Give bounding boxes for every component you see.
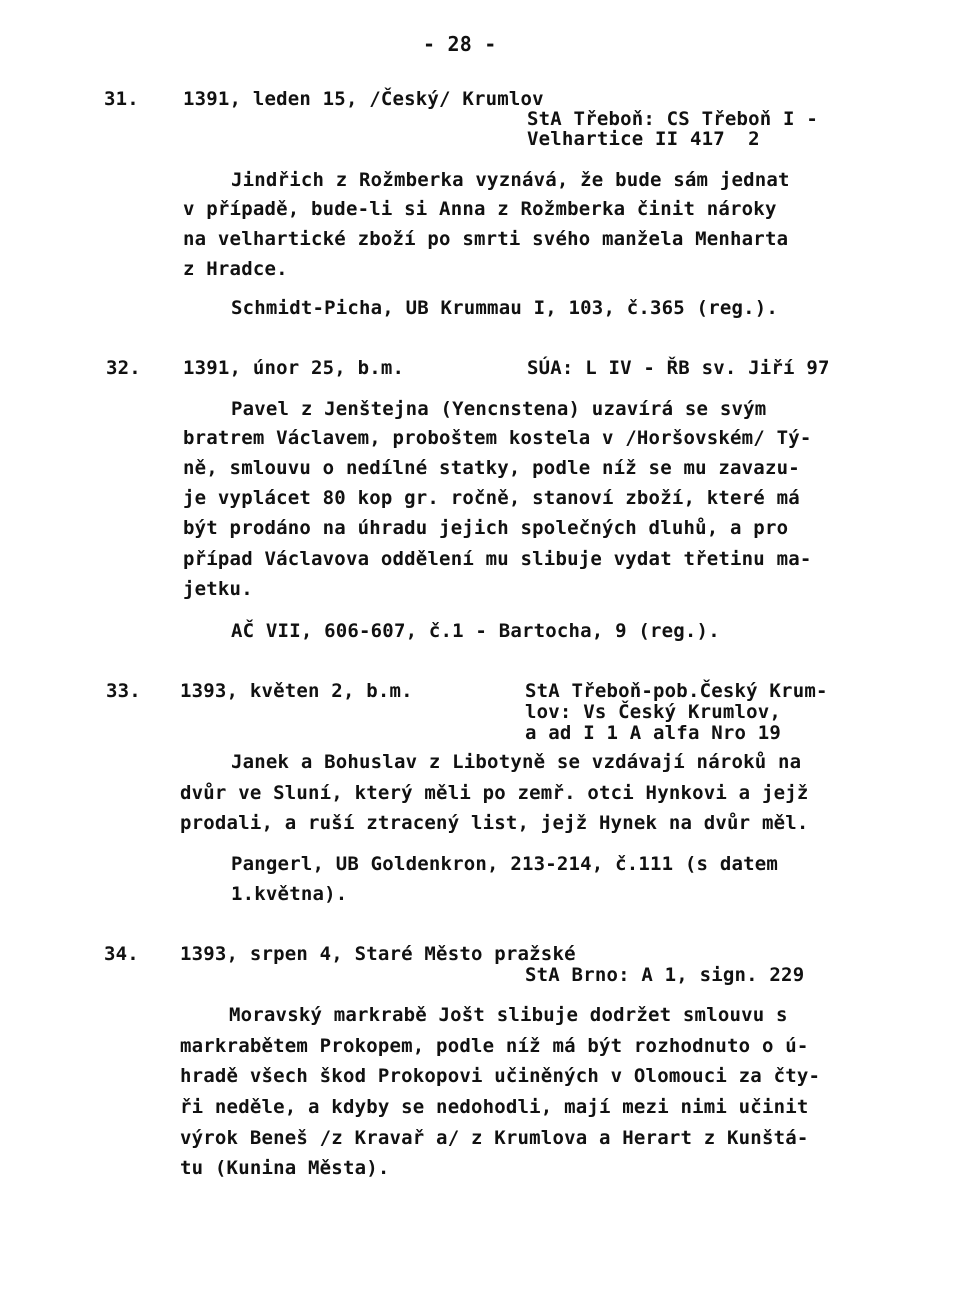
abstract-line: Pavel z Jenštejna (Yencnstena) uzavírá se svým (231, 398, 767, 420)
entry-number: 33. (106, 680, 141, 702)
entry-number: 32. (106, 357, 141, 379)
literature-reference: AČ VII, 606-607, č.1 - Bartocha, 9 (reg.). (231, 620, 720, 642)
abstract-line: hradě všech škod Prokopovi učiněných v Olomouci za čty- (180, 1065, 821, 1087)
entry-number: 34. (104, 943, 139, 965)
abstract-line: být prodáno na úhradu jejich společných dluhů, a pro (183, 517, 789, 539)
entry-date-place: 1391, únor 25, b.m. (183, 357, 405, 379)
literature-reference: Schmidt-Picha, UB Krummau I, 103, č.365 (reg.). (231, 297, 779, 319)
abstract-line: z Hradce. (183, 258, 288, 280)
entry-date-place: 1393, květen 2, b.m. (180, 680, 413, 702)
abstract-line: je vyplácet 80 kop gr. ročně, stanoví zboží, které má (183, 487, 800, 509)
entry-date-place: 1393, srpen 4, Staré Město pražské (180, 943, 576, 965)
archive-signature-line: a ad I 1 A alfa Nro 19 (525, 722, 782, 744)
abstract-line: bratrem Václavem, proboštem kostela v /Horšovském/ Tý- (183, 427, 812, 449)
abstract-line: ně, smlouvu o nedílné statky, podle níž se mu zavazu- (183, 457, 800, 479)
archive-signature-line: SÚA: L IV - ŘB sv. Jiří 97 (527, 357, 830, 379)
abstract-line: Janek a Bohuslav z Libotyně se vzdávají nároků na (231, 751, 802, 773)
archive-signature-line: Velhartice II 417 2 (527, 128, 760, 150)
literature-reference: Pangerl, UB Goldenkron, 213-214, č.111 (s datem (231, 853, 779, 875)
page-number: - 28 - (423, 32, 497, 56)
abstract-line: ři neděle, a kdyby se nedohodli, mají mezi nimi učinit (180, 1096, 809, 1118)
archive-signature-line: lov: Vs Český Krumlov, (525, 701, 782, 723)
archive-signature-line: StA Třeboň: CS Třeboň I - (527, 108, 818, 130)
abstract-line: tu (Kunina Města). (180, 1157, 390, 1179)
archive-signature-line: StA Brno: A 1, sign. 229 (525, 964, 805, 986)
abstract-line: Moravský markrabě Jošt slibuje dodržet smlouvu s (229, 1004, 788, 1026)
literature-reference: 1.května). (231, 883, 348, 905)
abstract-line: dvůr ve Sluní, který měli po zemř. otci Hynkovi a jejž (180, 782, 809, 804)
abstract-line: v případě, bude-li si Anna z Rožmberka činit nároky (183, 198, 777, 220)
abstract-line: jetku. (183, 578, 253, 600)
archive-signature-line: StA Třeboň-pob.Český Krum- (525, 680, 828, 702)
abstract-line: na velhartické zboží po smrti svého manžela Menharta (183, 228, 789, 250)
entry-number: 31. (104, 88, 139, 110)
abstract-line: výrok Beneš /z Kravař a/ z Krumlova a Herart z Kunštá- (180, 1127, 809, 1149)
entry-date-place: 1391, leden 15, /Český/ Krumlov (183, 88, 544, 110)
abstract-line: případ Václavova oddělení mu slibuje vydat třetinu ma- (183, 548, 812, 570)
abstract-line: Jindřich z Rožmberka vyznává, že bude sám jednat (231, 169, 790, 191)
abstract-line: prodali, a ruší ztracený list, jejž Hynek na dvůr měl. (180, 812, 809, 834)
abstract-line: markrabětem Prokopem, podle níž má být rozhodnuto o ú- (180, 1035, 809, 1057)
